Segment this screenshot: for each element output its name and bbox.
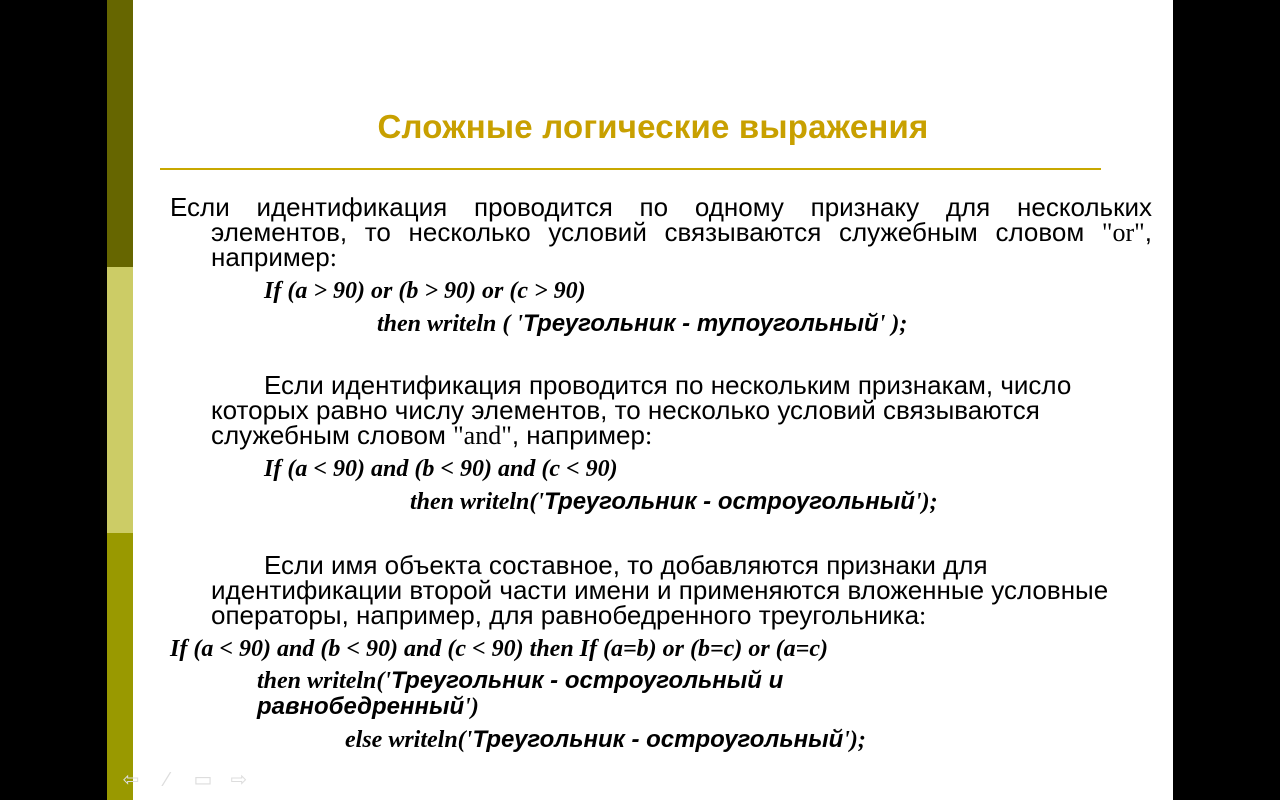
code-or-then: [377, 310, 907, 338]
paragraph-and: [211, 370, 1111, 450]
code-nested-condition: If (a < 90) and (b < 90) and (c < 90) then If (a=b) or (b=c) or (a=c): [170, 636, 828, 662]
paragraph-or-colon: :: [329, 243, 337, 272]
accent-band-bottom: [107, 533, 133, 800]
code-and-then-pre: then writeln(': [410, 489, 545, 515]
paragraph-or-lead: Если идентификация проводится по одному признаку для нескольких элементов, то несколько условий связываются служебным словом: [170, 192, 1152, 247]
arrow-left-icon[interactable]: ⇦: [122, 769, 140, 791]
code-or-then-string: Треугольник - тупоугольный: [523, 310, 879, 337]
slide: [107, 0, 1173, 800]
slide-title: Сложные логические выражения: [377, 108, 929, 145]
paragraph-and-tail: , например: [511, 420, 645, 450]
code-nested-then-pre: then writeln(': [257, 668, 392, 694]
paragraph-nested-colon: :: [919, 601, 927, 630]
pen-icon[interactable]: ⁄: [165, 769, 169, 791]
code-nested-then-post: '): [464, 694, 479, 720]
code-and-then: [410, 488, 938, 516]
keyword-or: "or": [1101, 218, 1145, 247]
title-divider: [160, 168, 1101, 170]
code-nested-else-pre: else writeln(': [345, 727, 473, 753]
code-nested-else: [345, 726, 866, 754]
menu-icon[interactable]: ▭: [193, 769, 213, 791]
paragraph-or: [170, 192, 1152, 272]
code-nested-then-string: Треугольник - остроугольный и равнобедренный: [257, 667, 784, 720]
paragraph-or-tail: , например: [211, 217, 1152, 272]
code-nested-else-string: Треугольник - остроугольный: [472, 726, 844, 753]
accent-band-top: [107, 0, 133, 267]
code-and-then-string: Треугольник - остроугольный: [544, 488, 915, 515]
paragraph-and-colon: :: [644, 421, 653, 450]
accent-band-middle: [107, 267, 133, 533]
code-and-then-post: ');: [914, 489, 938, 515]
arrow-right-icon[interactable]: ⇨: [230, 769, 248, 791]
code-or-condition: If (a > 90) or (b > 90) or (c > 90): [264, 278, 586, 304]
code-or-then-post: ' );: [878, 311, 908, 337]
paragraph-and-lead: Если идентификация проводится по нескольким признакам, число которых равно числу элементов, то несколько условий связываются служебным словом: [211, 370, 1072, 450]
code-nested-else-post: ');: [843, 727, 866, 753]
paragraph-nested: [211, 550, 1111, 630]
keyword-and: "and": [453, 421, 512, 450]
code-nested-then: [257, 668, 957, 720]
code-or-then-pre: then writeln ( ': [377, 311, 524, 337]
paragraph-nested-text: Если имя объекта составное, то добавляются признаки для идентификации второй части имени и применяются вложенные условные операторы, например, для равнобедренного треугольника: [211, 550, 1109, 630]
code-and-condition: If (a < 90) and (b < 90) and (c < 90): [264, 456, 618, 482]
slideshow-nav: [120, 770, 250, 790]
